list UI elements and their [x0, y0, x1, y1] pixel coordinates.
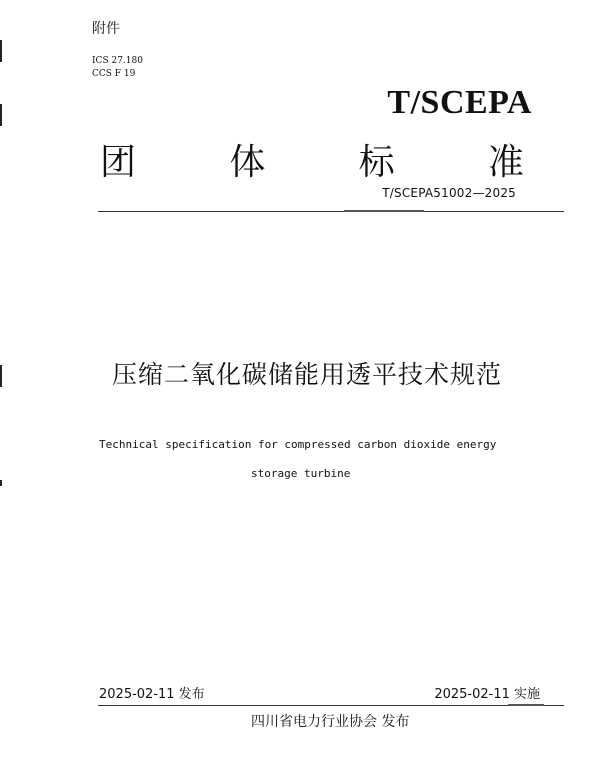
ccs-code: CCS F 19	[92, 69, 136, 79]
standard-type	[100, 134, 524, 185]
bottom-divider	[98, 705, 564, 706]
publisher: 四川省电力行业协会 发布	[251, 714, 410, 730]
top-divider	[98, 211, 564, 212]
title-english-line-1: Technical specification for compressed carbon dioxide energy	[99, 438, 497, 451]
effective-date: 2025-02-11 实施	[434, 687, 540, 702]
margin-mark	[0, 104, 2, 126]
top-divider-accent	[344, 210, 424, 212]
margin-mark	[0, 480, 2, 486]
margin-mark	[0, 365, 2, 387]
ics-code: ICS 27.180	[92, 56, 143, 66]
attachment-label: 附件	[92, 21, 120, 37]
standard-type-char: 标	[358, 142, 395, 183]
publish-date: 2025-02-11 发布	[99, 687, 205, 702]
standard-type-char: 准	[487, 142, 524, 183]
margin-mark	[0, 40, 2, 62]
title-chinese: 压缩二氧化碳储能用透平技术规范	[112, 360, 503, 389]
standard-type-char: 团	[100, 142, 137, 183]
title-english-line-2: storage turbine	[251, 467, 351, 480]
standard-number: T/SCEPA51002—2025	[382, 186, 516, 200]
standard-type-char: 体	[229, 142, 266, 183]
bottom-divider-accent	[508, 704, 544, 706]
standard-organization: T/SCEPA	[387, 84, 532, 121]
